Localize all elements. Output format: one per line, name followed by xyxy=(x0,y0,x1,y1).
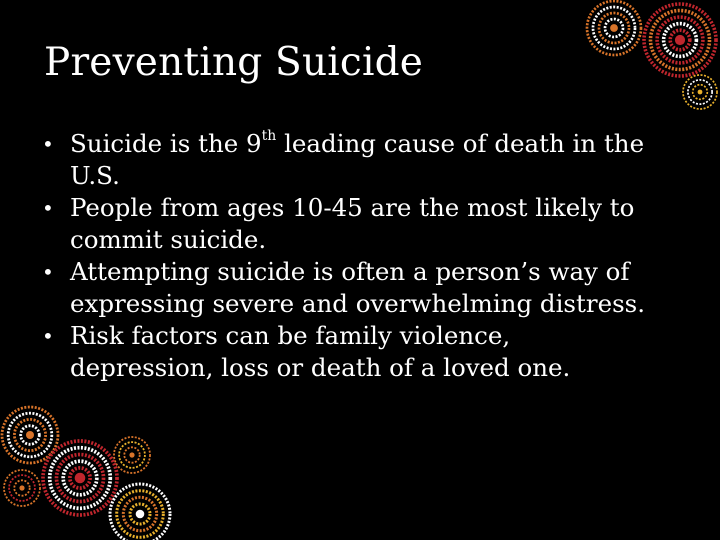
bullet-marker: • xyxy=(42,260,54,284)
bullet-list xyxy=(40,128,660,384)
ordinal-suffix: th xyxy=(261,127,277,144)
dot-circle-ornament xyxy=(644,4,716,76)
dot-circle-ornament xyxy=(4,470,40,506)
bullet-item xyxy=(40,192,660,256)
bullet-item xyxy=(40,320,660,384)
bullet-item xyxy=(40,128,660,192)
slide-title: Preventing Suicide xyxy=(44,40,424,85)
bullet-text: Attempting suicide is often a person’s way of expressing severe and overwhelming distress. xyxy=(70,257,645,318)
bullet-marker: • xyxy=(42,132,54,156)
bullet-text: Risk factors can be family violence, depression, loss or death of a loved one. xyxy=(70,321,571,382)
dot-circle-ornament xyxy=(110,484,170,540)
bullet-text: Suicide is the 9 xyxy=(70,129,262,158)
dot-circle-ornament xyxy=(114,437,150,473)
dot-circle-ornament xyxy=(43,441,117,515)
dot-circle-ornament xyxy=(587,1,641,55)
dot-circle-ornament xyxy=(2,407,58,463)
bullet-text: People from ages 10-45 are the most likely to commit suicide. xyxy=(70,193,635,254)
bullet-marker: • xyxy=(42,324,54,348)
dot-circle-ornament xyxy=(683,75,717,109)
bullet-text: leading cause of death in the U.S. xyxy=(70,129,645,190)
bullet-item xyxy=(40,256,660,320)
bullet-marker: • xyxy=(42,196,54,220)
